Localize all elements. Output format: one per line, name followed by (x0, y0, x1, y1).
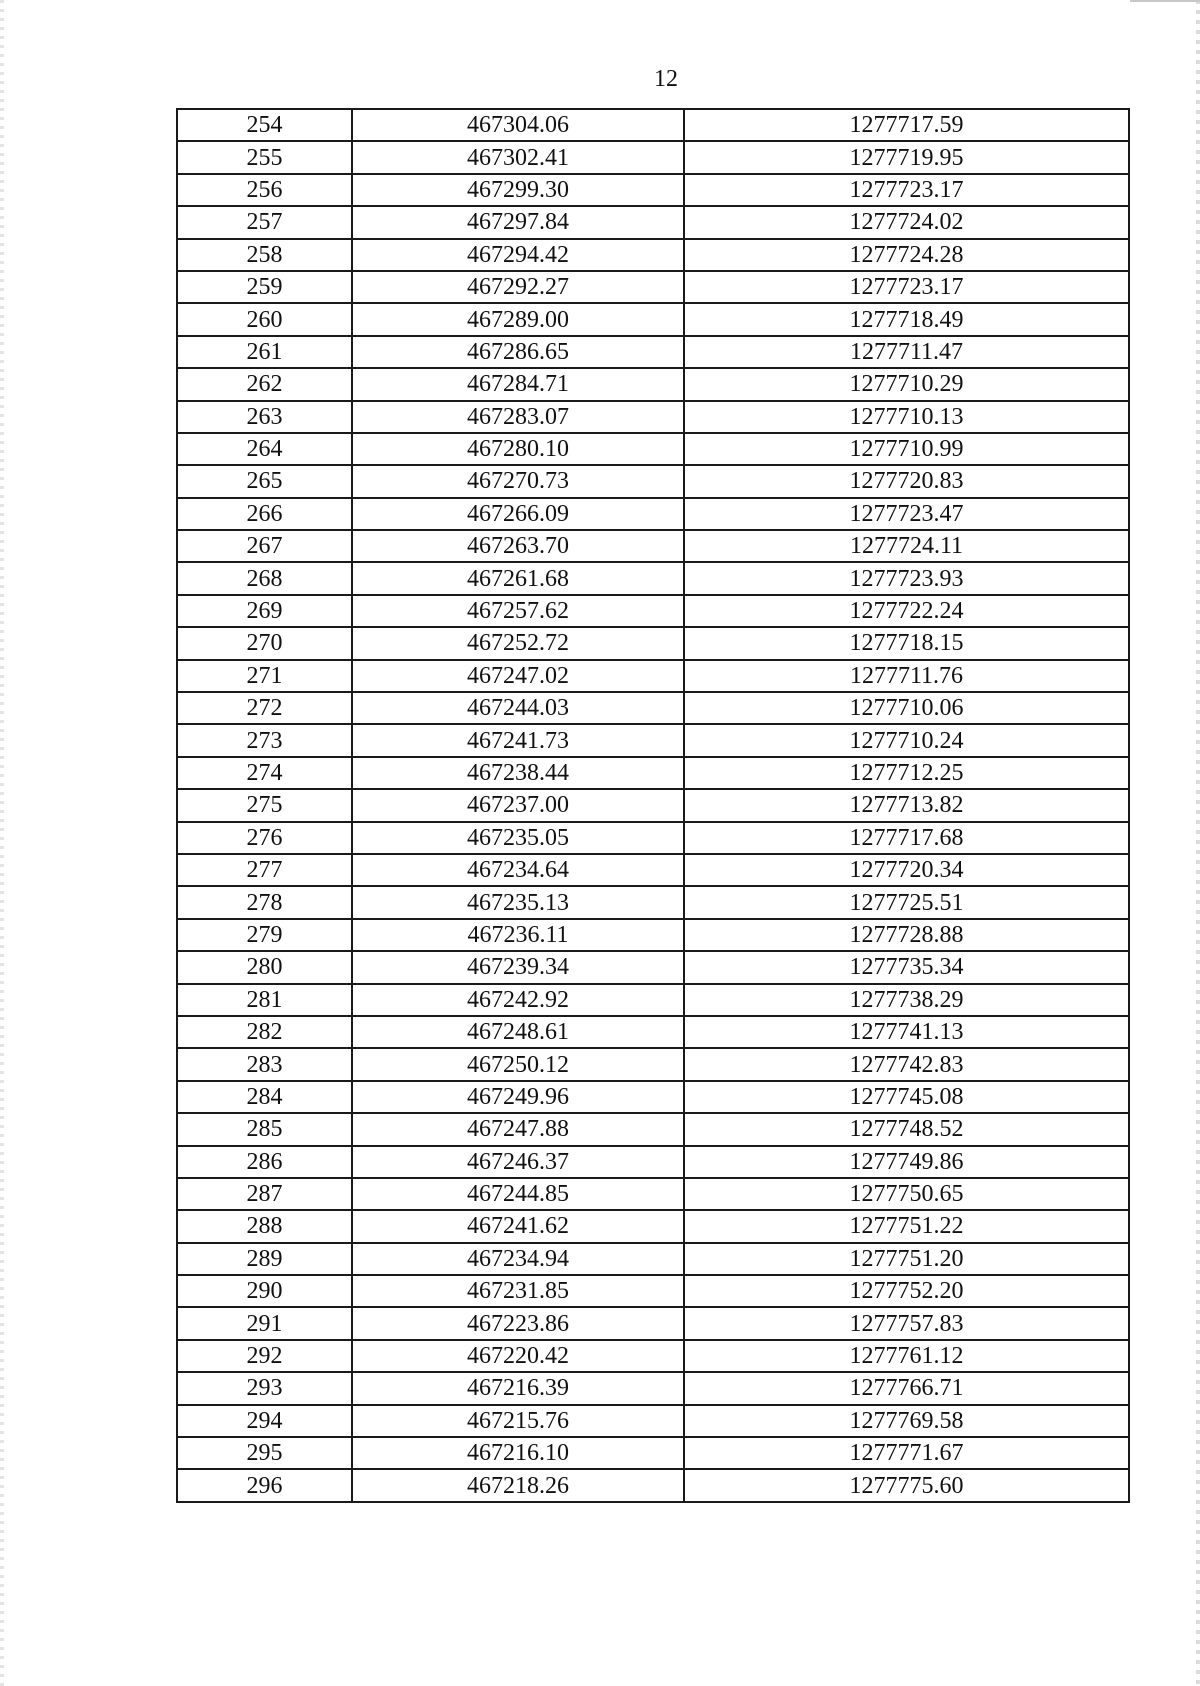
table-row (177, 498, 1129, 530)
point-number-cell: 287 (177, 1178, 352, 1210)
point-number-cell: 257 (177, 206, 352, 238)
point-number-cell: 266 (177, 498, 352, 530)
point-number-cell: 290 (177, 1275, 352, 1307)
y-coordinate-cell: 1277720.83 (684, 465, 1129, 497)
point-number-cell: 280 (177, 951, 352, 983)
y-coordinate-cell: 1277724.28 (684, 239, 1129, 271)
point-number-cell: 289 (177, 1243, 352, 1275)
x-coordinate-cell: 467283.07 (352, 401, 684, 433)
x-coordinate-cell: 467270.73 (352, 465, 684, 497)
y-coordinate-cell: 1277728.88 (684, 919, 1129, 951)
y-coordinate-cell: 1277749.86 (684, 1146, 1129, 1178)
y-coordinate-cell: 1277712.25 (684, 757, 1129, 789)
x-coordinate-cell: 467244.03 (352, 692, 684, 724)
x-coordinate-cell: 467235.13 (352, 886, 684, 918)
y-coordinate-cell: 1277751.20 (684, 1243, 1129, 1275)
point-number-cell: 288 (177, 1210, 352, 1242)
x-coordinate-cell: 467289.00 (352, 303, 684, 335)
point-number-cell: 265 (177, 465, 352, 497)
table-row (177, 1437, 1129, 1469)
x-coordinate-cell: 467215.76 (352, 1405, 684, 1437)
point-number-cell: 262 (177, 368, 352, 400)
point-number-cell: 277 (177, 854, 352, 886)
y-coordinate-cell: 1277711.47 (684, 336, 1129, 368)
y-coordinate-cell: 1277710.99 (684, 433, 1129, 465)
point-number-cell: 278 (177, 886, 352, 918)
point-number-cell: 260 (177, 303, 352, 335)
table-row (177, 141, 1129, 173)
y-coordinate-cell: 1277745.08 (684, 1081, 1129, 1113)
x-coordinate-cell: 467263.70 (352, 530, 684, 562)
point-number-cell: 273 (177, 724, 352, 756)
x-coordinate-cell: 467252.72 (352, 627, 684, 659)
point-number-cell: 270 (177, 627, 352, 659)
scan-corner-mark (1130, 0, 1200, 2)
table-row (177, 1243, 1129, 1275)
point-number-cell: 275 (177, 789, 352, 821)
y-coordinate-cell: 1277723.17 (684, 271, 1129, 303)
table-row (177, 433, 1129, 465)
point-number-cell: 254 (177, 109, 352, 141)
x-coordinate-cell: 467235.05 (352, 822, 684, 854)
point-number-cell: 295 (177, 1437, 352, 1469)
table-row (177, 401, 1129, 433)
x-coordinate-cell: 467236.11 (352, 919, 684, 951)
table-row (177, 757, 1129, 789)
point-number-cell: 292 (177, 1340, 352, 1372)
x-coordinate-cell: 467292.27 (352, 271, 684, 303)
x-coordinate-cell: 467280.10 (352, 433, 684, 465)
x-coordinate-cell: 467247.02 (352, 660, 684, 692)
x-coordinate-cell: 467237.00 (352, 789, 684, 821)
table-row (177, 1405, 1129, 1437)
y-coordinate-cell: 1277750.65 (684, 1178, 1129, 1210)
table-row (177, 239, 1129, 271)
y-coordinate-cell: 1277710.13 (684, 401, 1129, 433)
y-coordinate-cell: 1277769.58 (684, 1405, 1129, 1437)
point-number-cell: 255 (177, 141, 352, 173)
x-coordinate-cell: 467231.85 (352, 1275, 684, 1307)
y-coordinate-cell: 1277717.59 (684, 109, 1129, 141)
point-number-cell: 272 (177, 692, 352, 724)
table-row (177, 854, 1129, 886)
y-coordinate-cell: 1277723.17 (684, 174, 1129, 206)
table-row (177, 660, 1129, 692)
y-coordinate-cell: 1277717.68 (684, 822, 1129, 854)
point-number-cell: 296 (177, 1469, 352, 1501)
point-number-cell: 263 (177, 401, 352, 433)
point-number-cell: 267 (177, 530, 352, 562)
x-coordinate-cell: 467218.26 (352, 1469, 684, 1501)
y-coordinate-cell: 1277723.93 (684, 562, 1129, 594)
point-number-cell: 294 (177, 1405, 352, 1437)
x-coordinate-cell: 467239.34 (352, 951, 684, 983)
y-coordinate-cell: 1277710.06 (684, 692, 1129, 724)
y-coordinate-cell: 1277725.51 (684, 886, 1129, 918)
point-number-cell: 269 (177, 595, 352, 627)
x-coordinate-cell: 467246.37 (352, 1146, 684, 1178)
x-coordinate-cell: 467216.39 (352, 1372, 684, 1404)
point-number-cell: 293 (177, 1372, 352, 1404)
y-coordinate-cell: 1277742.83 (684, 1048, 1129, 1080)
point-number-cell: 256 (177, 174, 352, 206)
point-number-cell: 271 (177, 660, 352, 692)
point-number-cell: 261 (177, 336, 352, 368)
y-coordinate-cell: 1277748.52 (684, 1113, 1129, 1145)
y-coordinate-cell: 1277713.82 (684, 789, 1129, 821)
table-row (177, 595, 1129, 627)
point-number-cell: 286 (177, 1146, 352, 1178)
y-coordinate-cell: 1277771.67 (684, 1437, 1129, 1469)
point-number-cell: 282 (177, 1016, 352, 1048)
table-row (177, 1113, 1129, 1145)
y-coordinate-cell: 1277766.71 (684, 1372, 1129, 1404)
x-coordinate-cell: 467261.68 (352, 562, 684, 594)
table-row (177, 1178, 1129, 1210)
table-row (177, 206, 1129, 238)
table-row (177, 1340, 1129, 1372)
table-row (177, 1048, 1129, 1080)
y-coordinate-cell: 1277757.83 (684, 1307, 1129, 1339)
table-row (177, 919, 1129, 951)
x-coordinate-cell: 467294.42 (352, 239, 684, 271)
x-coordinate-cell: 467302.41 (352, 141, 684, 173)
table-row (177, 530, 1129, 562)
x-coordinate-cell: 467238.44 (352, 757, 684, 789)
x-coordinate-cell: 467299.30 (352, 174, 684, 206)
table-row (177, 984, 1129, 1016)
x-coordinate-cell: 467247.88 (352, 1113, 684, 1145)
y-coordinate-cell: 1277719.95 (684, 141, 1129, 173)
y-coordinate-cell: 1277720.34 (684, 854, 1129, 886)
x-coordinate-cell: 467241.73 (352, 724, 684, 756)
x-coordinate-cell: 467223.86 (352, 1307, 684, 1339)
y-coordinate-cell: 1277723.47 (684, 498, 1129, 530)
x-coordinate-cell: 467249.96 (352, 1081, 684, 1113)
coordinate-table-body (177, 109, 1129, 1502)
y-coordinate-cell: 1277752.20 (684, 1275, 1129, 1307)
y-coordinate-cell: 1277711.76 (684, 660, 1129, 692)
coordinate-table-container (176, 108, 1128, 1503)
x-coordinate-cell: 467241.62 (352, 1210, 684, 1242)
x-coordinate-cell: 467304.06 (352, 109, 684, 141)
y-coordinate-cell: 1277751.22 (684, 1210, 1129, 1242)
x-coordinate-cell: 467266.09 (352, 498, 684, 530)
table-row (177, 174, 1129, 206)
y-coordinate-cell: 1277710.24 (684, 724, 1129, 756)
table-row (177, 303, 1129, 335)
x-coordinate-cell: 467220.42 (352, 1340, 684, 1372)
y-coordinate-cell: 1277722.24 (684, 595, 1129, 627)
y-coordinate-cell: 1277735.34 (684, 951, 1129, 983)
y-coordinate-cell: 1277761.12 (684, 1340, 1129, 1372)
coordinate-table (176, 108, 1130, 1503)
point-number-cell: 285 (177, 1113, 352, 1145)
table-row (177, 724, 1129, 756)
y-coordinate-cell: 1277724.11 (684, 530, 1129, 562)
table-row (177, 1210, 1129, 1242)
scan-edge-right (1196, 0, 1200, 1686)
y-coordinate-cell: 1277718.49 (684, 303, 1129, 335)
x-coordinate-cell: 467234.94 (352, 1243, 684, 1275)
x-coordinate-cell: 467250.12 (352, 1048, 684, 1080)
table-row (177, 1016, 1129, 1048)
table-row (177, 789, 1129, 821)
y-coordinate-cell: 1277738.29 (684, 984, 1129, 1016)
x-coordinate-cell: 467286.65 (352, 336, 684, 368)
x-coordinate-cell: 467242.92 (352, 984, 684, 1016)
table-row (177, 1307, 1129, 1339)
y-coordinate-cell: 1277741.13 (684, 1016, 1129, 1048)
table-row (177, 822, 1129, 854)
y-coordinate-cell: 1277724.02 (684, 206, 1129, 238)
table-row (177, 109, 1129, 141)
table-row (177, 1469, 1129, 1501)
table-row (177, 1372, 1129, 1404)
y-coordinate-cell: 1277775.60 (684, 1469, 1129, 1501)
x-coordinate-cell: 467248.61 (352, 1016, 684, 1048)
point-number-cell: 264 (177, 433, 352, 465)
x-coordinate-cell: 467284.71 (352, 368, 684, 400)
x-coordinate-cell: 467244.85 (352, 1178, 684, 1210)
table-row (177, 627, 1129, 659)
point-number-cell: 258 (177, 239, 352, 271)
table-row (177, 336, 1129, 368)
point-number-cell: 279 (177, 919, 352, 951)
point-number-cell: 259 (177, 271, 352, 303)
page-number: 12 (654, 66, 678, 92)
point-number-cell: 283 (177, 1048, 352, 1080)
scan-edge-left (0, 0, 4, 1686)
point-number-cell: 268 (177, 562, 352, 594)
point-number-cell: 291 (177, 1307, 352, 1339)
table-row (177, 271, 1129, 303)
point-number-cell: 274 (177, 757, 352, 789)
x-coordinate-cell: 467257.62 (352, 595, 684, 627)
point-number-cell: 284 (177, 1081, 352, 1113)
x-coordinate-cell: 467234.64 (352, 854, 684, 886)
table-row (177, 368, 1129, 400)
point-number-cell: 276 (177, 822, 352, 854)
table-row (177, 692, 1129, 724)
table-row (177, 1275, 1129, 1307)
y-coordinate-cell: 1277718.15 (684, 627, 1129, 659)
table-row (177, 1146, 1129, 1178)
y-coordinate-cell: 1277710.29 (684, 368, 1129, 400)
x-coordinate-cell: 467297.84 (352, 206, 684, 238)
point-number-cell: 281 (177, 984, 352, 1016)
table-row (177, 886, 1129, 918)
table-row (177, 562, 1129, 594)
table-row (177, 465, 1129, 497)
table-row (177, 1081, 1129, 1113)
x-coordinate-cell: 467216.10 (352, 1437, 684, 1469)
table-row (177, 951, 1129, 983)
